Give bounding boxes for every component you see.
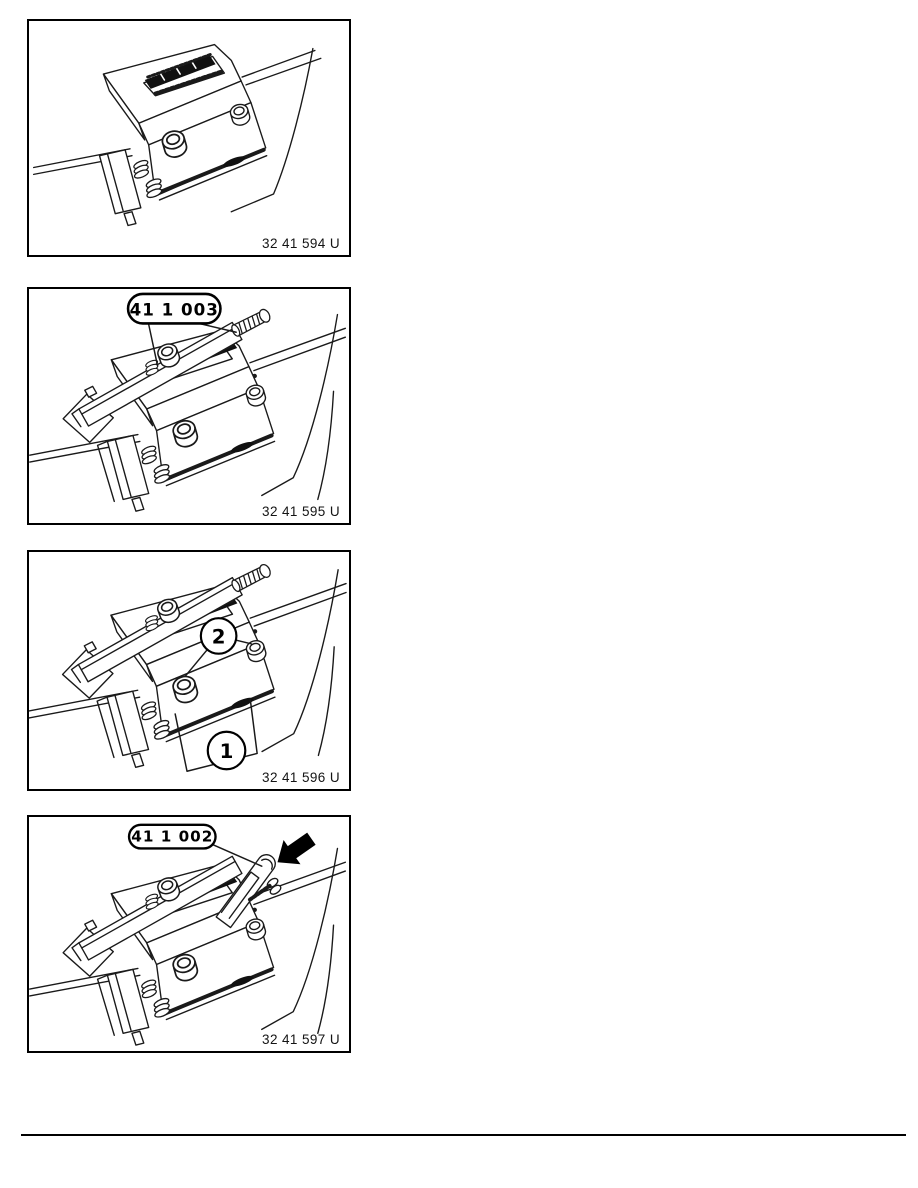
figure-4-caption: 32 41 597 U — [262, 1032, 340, 1047]
threaded-clamp-bolt — [230, 308, 272, 338]
coil-spring — [130, 159, 152, 180]
tool-number-label: 41 1 002 — [131, 827, 214, 846]
rod-tip — [124, 212, 136, 226]
clamp-machine — [30, 315, 346, 512]
figure-2-caption: 32 41 595 U — [262, 504, 340, 519]
tool-number-label: 41 1 003 — [129, 299, 219, 320]
figure-3-caption: 32 41 596 U — [262, 770, 340, 785]
figure-1-frame — [27, 19, 351, 257]
item-2-label: 2 — [211, 625, 226, 649]
figure-2-frame — [27, 287, 351, 525]
figure-3-frame — [27, 550, 351, 791]
figure-1-illustration — [29, 21, 349, 255]
figure-3-illustration — [29, 552, 349, 789]
clamp-machine — [29, 570, 346, 768]
figure-4-illustration — [29, 817, 349, 1051]
footer-divider — [21, 1134, 906, 1136]
item-1-label: 1 — [219, 739, 234, 763]
threaded-clamp-bolt — [230, 563, 272, 593]
figure-4-frame — [27, 815, 351, 1053]
direction-arrow-icon — [277, 833, 315, 865]
clamp-machine — [30, 848, 346, 1045]
side-bracket — [100, 150, 141, 214]
figure-1-caption: 32 41 594 U — [262, 236, 340, 251]
figure-2-illustration — [29, 289, 349, 523]
